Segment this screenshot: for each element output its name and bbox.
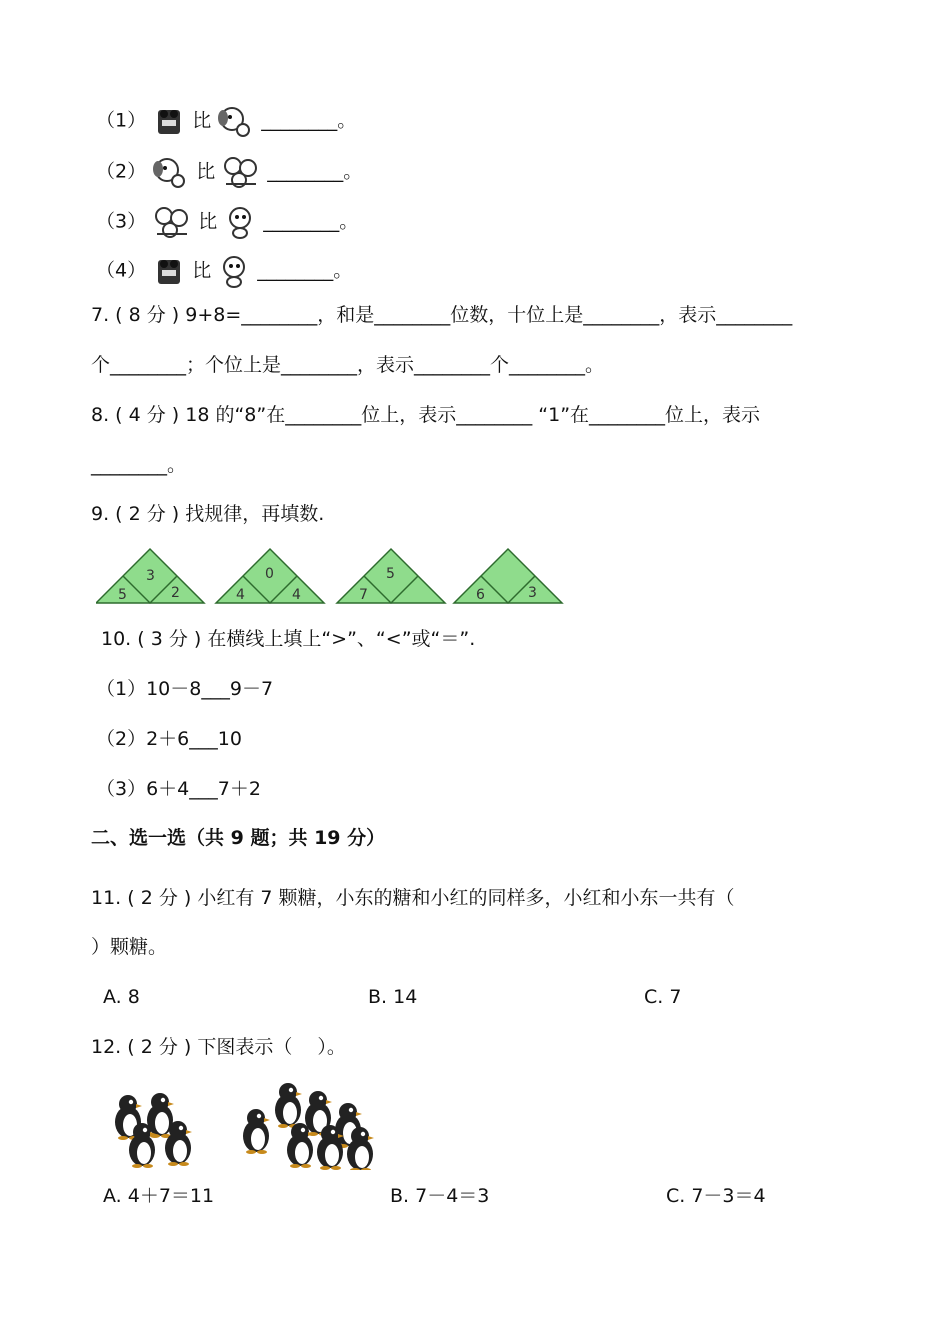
q11-option-c[interactable]: C. 7 (644, 986, 682, 1008)
triangle-group (96, 545, 566, 607)
item-number: （3） (96, 210, 147, 233)
q8-line-2: ________。 (91, 454, 187, 476)
triangle-1-top: 3 (146, 568, 155, 584)
q8-line-1: 8. ( 4 分 ) 18 的“8”在________位上，表示________ “1”在________位上，表示 (91, 404, 761, 426)
q12-option-a[interactable]: A. 4＋7＝11 (103, 1185, 215, 1207)
triangle-1 (96, 549, 204, 603)
q11-option-b[interactable]: B. 14 (368, 986, 418, 1008)
answer-blank[interactable]: ________。 (257, 259, 353, 282)
q10-title: 10. ( 3 分 ) 在横线上填上“>”、“<”或“＝”. (101, 628, 476, 650)
answer-blank[interactable]: ________。 (263, 210, 359, 233)
q10-item-3: （3）6＋4___7＋2 (96, 778, 261, 800)
q12-title: 12. ( 2 分 ) 下图表示（ ）。 (91, 1036, 346, 1058)
item-number: （1） (96, 109, 147, 132)
puppy-icon (223, 205, 257, 239)
penguins-picture (108, 1078, 378, 1170)
dog-dark-icon (152, 104, 186, 138)
compare-word: 比 (192, 109, 212, 132)
answer-blank[interactable]: ________。 (267, 160, 363, 183)
triangle-1-right: 2 (171, 585, 180, 601)
compare-word: 比 (198, 210, 218, 233)
q6-item-1 (96, 104, 356, 138)
q11-line-2: ）颗糖。 (91, 936, 168, 958)
dog-dark-icon (152, 254, 186, 288)
q7-line-2: 个________；个位上是________，表示________个________。 (91, 354, 605, 376)
triangle-4-left: 6 (476, 587, 485, 603)
puppy-icon (217, 254, 251, 288)
q10-item-2: （2）2＋6___10 (96, 728, 242, 750)
triangle-2-right: 4 (292, 587, 301, 603)
q12-option-c[interactable]: C. 7－3＝4 (666, 1185, 766, 1207)
q11-option-a[interactable]: A. 8 (103, 986, 140, 1008)
triangle-2-top: 0 (265, 566, 274, 582)
dog-light-icon (217, 104, 255, 138)
q9-title: 9. ( 2 分 ) 找规律，再填数. (91, 503, 325, 525)
dog-light-icon (152, 155, 190, 189)
q6-item-3 (96, 204, 358, 240)
q10-item-1: （1）10－8___9－7 (96, 678, 274, 700)
chicks-icon (152, 204, 192, 240)
triangle-4 (454, 549, 562, 603)
item-number: （4） (96, 259, 147, 282)
triangle-3-left: 7 (359, 587, 368, 603)
compare-word: 比 (192, 259, 212, 282)
section-heading: 二、选一选（共 9 题；共 19 分） (91, 827, 386, 849)
q7-line-1: 7. ( 8 分 ) 9+8=________，和是________位数，十位上是________，表示________ (91, 304, 793, 326)
q11-line-1: 11. ( 2 分 ) 小红有 7 颗糖，小东的糖和小红的同样多，小红和小东一共有（ (91, 887, 735, 909)
triangle-3-top: 5 (386, 566, 395, 582)
item-number: （2） (96, 160, 147, 183)
chicks-icon (221, 154, 261, 190)
penguin-icon (243, 1109, 270, 1154)
triangle-2-left: 4 (236, 587, 245, 603)
triangle-4-right: 3 (528, 585, 537, 601)
triangle-1-left: 5 (118, 587, 127, 603)
compare-word: 比 (196, 160, 216, 183)
pattern-triangles (96, 545, 566, 607)
penguin-icon (275, 1083, 302, 1128)
q6-item-4 (96, 254, 352, 288)
q12-option-b[interactable]: B. 7－4＝3 (390, 1185, 490, 1207)
answer-blank[interactable]: ________。 (261, 109, 357, 132)
q6-item-2 (96, 154, 362, 190)
triangle-3 (337, 549, 445, 603)
triangle-2 (216, 549, 324, 603)
